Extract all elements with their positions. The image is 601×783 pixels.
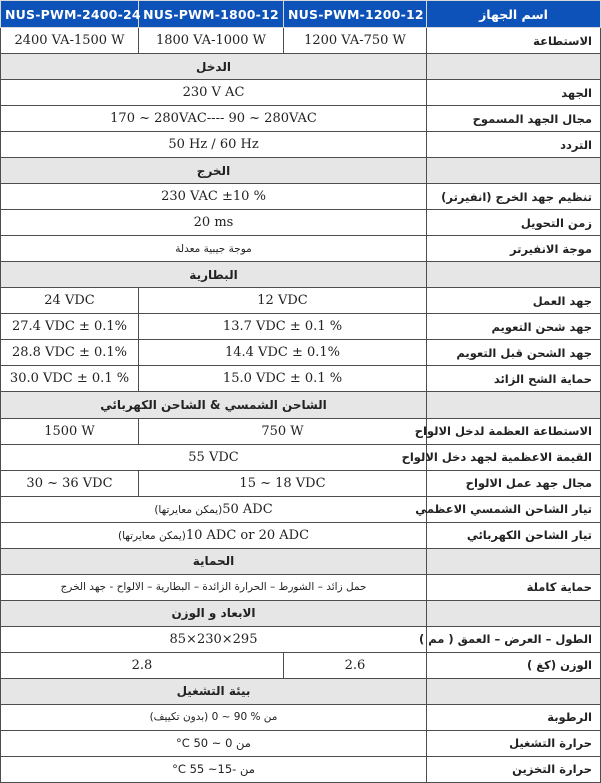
solar-current-row xyxy=(1,496,601,522)
operating-temp-row xyxy=(1,730,601,756)
dimensions-section-row xyxy=(1,600,601,626)
section-blank-cell xyxy=(427,678,601,704)
battery-row xyxy=(1,314,601,340)
storage-temp-label: حرارة التخزين xyxy=(427,756,601,782)
transfer-label: زمن التحويل xyxy=(427,210,601,236)
max-panel-power-label: الاستطاعة العظمة لدخل الالواح xyxy=(427,418,601,444)
battery-value-12v: 12 VDC xyxy=(139,288,427,314)
humidity-value: من % 90 ~ 0 (بدون تكييف) xyxy=(1,704,427,730)
battery-row xyxy=(1,366,601,392)
transfer-value: 20 ms xyxy=(1,210,427,236)
waveform-value: موجة جيبية معدلة xyxy=(1,236,427,262)
allowed-range-label: مجال الجهد المسموح xyxy=(427,106,601,132)
power-1800: 1800 VA-1000 W xyxy=(139,28,284,54)
max-panel-power-12v: 750 W xyxy=(139,418,427,444)
weight-label: الوزن (كغ ) xyxy=(427,652,601,678)
section-blank-cell xyxy=(427,54,601,80)
protection-section-row xyxy=(1,548,601,574)
charger-section-title: الشاحن الشمسي & الشاحن الكهربائي xyxy=(1,392,427,418)
model-2400: NUS-PWM-2400-24 xyxy=(1,1,139,28)
frequency-value: 50 Hz / 60 Hz xyxy=(1,132,427,158)
solar-current-cell xyxy=(1,496,427,522)
output-section-row xyxy=(1,158,601,184)
input-section-title: الدخل xyxy=(1,54,427,80)
battery-row-label: جهد الشحن قبل التعويم xyxy=(427,340,601,366)
battery-row-label: حماية الشح الزائد xyxy=(427,366,601,392)
section-blank-cell xyxy=(427,548,601,574)
storage-temp-row xyxy=(1,756,601,782)
full-protection-value: حمل زائد – الشورط – الحرارة الزائدة – البطارية – الالواح - جهد الخرج xyxy=(1,574,427,600)
panel-range-24v: 30 ~ 36 VDC xyxy=(1,470,139,496)
panel-range-label: مجال جهد عمل الالواح xyxy=(427,470,601,496)
waveform-label: موجة الانفيرتر xyxy=(427,236,601,262)
solar-current-note: (يمكن معايرتها) xyxy=(154,503,223,516)
voltage-label: الجهد xyxy=(427,80,601,106)
output-section-title: الخرج xyxy=(1,158,427,184)
regulation-value: 230 VAC ±10 % xyxy=(1,184,427,210)
weight-large: 2.8 xyxy=(1,652,284,678)
panel-range-row xyxy=(1,470,601,496)
solar-current-label: تيار الشاحن الشمسي الاعظمي xyxy=(427,496,601,522)
humidity-row xyxy=(1,704,601,730)
model-1200: NUS-PWM-1200-12 xyxy=(284,1,427,28)
operating-temp-value: من 0 ~ 50 C° xyxy=(1,730,427,756)
battery-row xyxy=(1,340,601,366)
weight-small: 2.6 xyxy=(284,652,427,678)
section-blank-cell xyxy=(427,600,601,626)
power-1200: 1200 VA-750 W xyxy=(284,28,427,54)
input-section-row xyxy=(1,54,601,80)
full-protection-label: حماية كاملة xyxy=(427,574,601,600)
frequency-row xyxy=(1,132,601,158)
battery-value-12v: 14.4 VDC ± 0.1% xyxy=(139,340,427,366)
ac-current-label: تيار الشاحن الكهربائي xyxy=(427,522,601,548)
device-name-label: اسم الجهاز xyxy=(427,1,601,28)
model-1800: NUS-PWM-1800-12 xyxy=(139,1,284,28)
frequency-label: التردد xyxy=(427,132,601,158)
max-panel-voltage-label: القيمة الاعظمية لجهد دخل الالواح xyxy=(427,444,601,470)
battery-value-24v: 24 VDC xyxy=(1,288,139,314)
ac-current-row xyxy=(1,522,601,548)
header-row xyxy=(1,1,601,28)
battery-value-12v: 13.7 VDC ± 0.1 % xyxy=(139,314,427,340)
ac-current-value: 10 ADC or 20 ADC xyxy=(185,527,310,543)
allowed-range-value: 170 ~ 280VAC---- 90 ~ 280VAC xyxy=(1,106,427,132)
panel-range-12v: 15 ~ 18 VDC xyxy=(139,470,427,496)
battery-value-24v: 28.8 VDC ± 0.1% xyxy=(1,340,139,366)
solar-current-value: 50 ADC xyxy=(222,501,273,517)
ac-current-cell xyxy=(1,522,427,548)
section-blank-cell xyxy=(427,392,601,418)
max-panel-power-row xyxy=(1,418,601,444)
battery-section-row xyxy=(1,262,601,288)
section-blank-cell xyxy=(427,262,601,288)
battery-value-12v: 15.0 VDC ± 0.1 % xyxy=(139,366,427,392)
charger-section-row xyxy=(1,392,601,418)
max-panel-voltage-row xyxy=(1,444,601,470)
size-value: 85×230×295 xyxy=(1,626,427,652)
battery-value-24v: 30.0 VDC ± 0.1 % xyxy=(1,366,139,392)
weight-row xyxy=(1,652,601,678)
protection-section-title: الحماية xyxy=(1,548,427,574)
environment-section-title: بيئة التشغيل xyxy=(1,678,427,704)
max-panel-voltage-value: 55 VDC xyxy=(1,444,427,470)
storage-temp-value: من -15~ 55 C° xyxy=(1,756,427,782)
voltage-value: 230 V AC xyxy=(1,80,427,106)
regulation-row xyxy=(1,184,601,210)
size-label: الطول – العرض – العمق ( مم ) xyxy=(427,626,601,652)
battery-row-label: جهد شحن التعويم xyxy=(427,314,601,340)
humidity-label: الرطوبة xyxy=(427,704,601,730)
power-2400: 2400 VA-1500 W xyxy=(1,28,139,54)
section-blank-cell xyxy=(427,158,601,184)
battery-section-title: البطارية xyxy=(1,262,427,288)
dimensions-section-title: الابعاد و الوزن xyxy=(1,600,427,626)
operating-temp-label: حرارة التشغيل xyxy=(427,730,601,756)
power-label: الاستطاعة xyxy=(427,28,601,54)
transfer-row xyxy=(1,210,601,236)
max-panel-power-24v: 1500 W xyxy=(1,418,139,444)
size-row xyxy=(1,626,601,652)
allowed-range-row xyxy=(1,106,601,132)
voltage-row xyxy=(1,80,601,106)
power-row xyxy=(1,28,601,54)
battery-row xyxy=(1,288,601,314)
waveform-row xyxy=(1,236,601,262)
environment-section-row xyxy=(1,678,601,704)
full-protection-row xyxy=(1,574,601,600)
ac-current-note: (يمكن معايرتها) xyxy=(117,529,186,542)
battery-row-label: جهد العمل xyxy=(427,288,601,314)
regulation-label: تنظيم جهد الخرج (انفيرتر) xyxy=(427,184,601,210)
battery-value-24v: 27.4 VDC ± 0.1% xyxy=(1,314,139,340)
